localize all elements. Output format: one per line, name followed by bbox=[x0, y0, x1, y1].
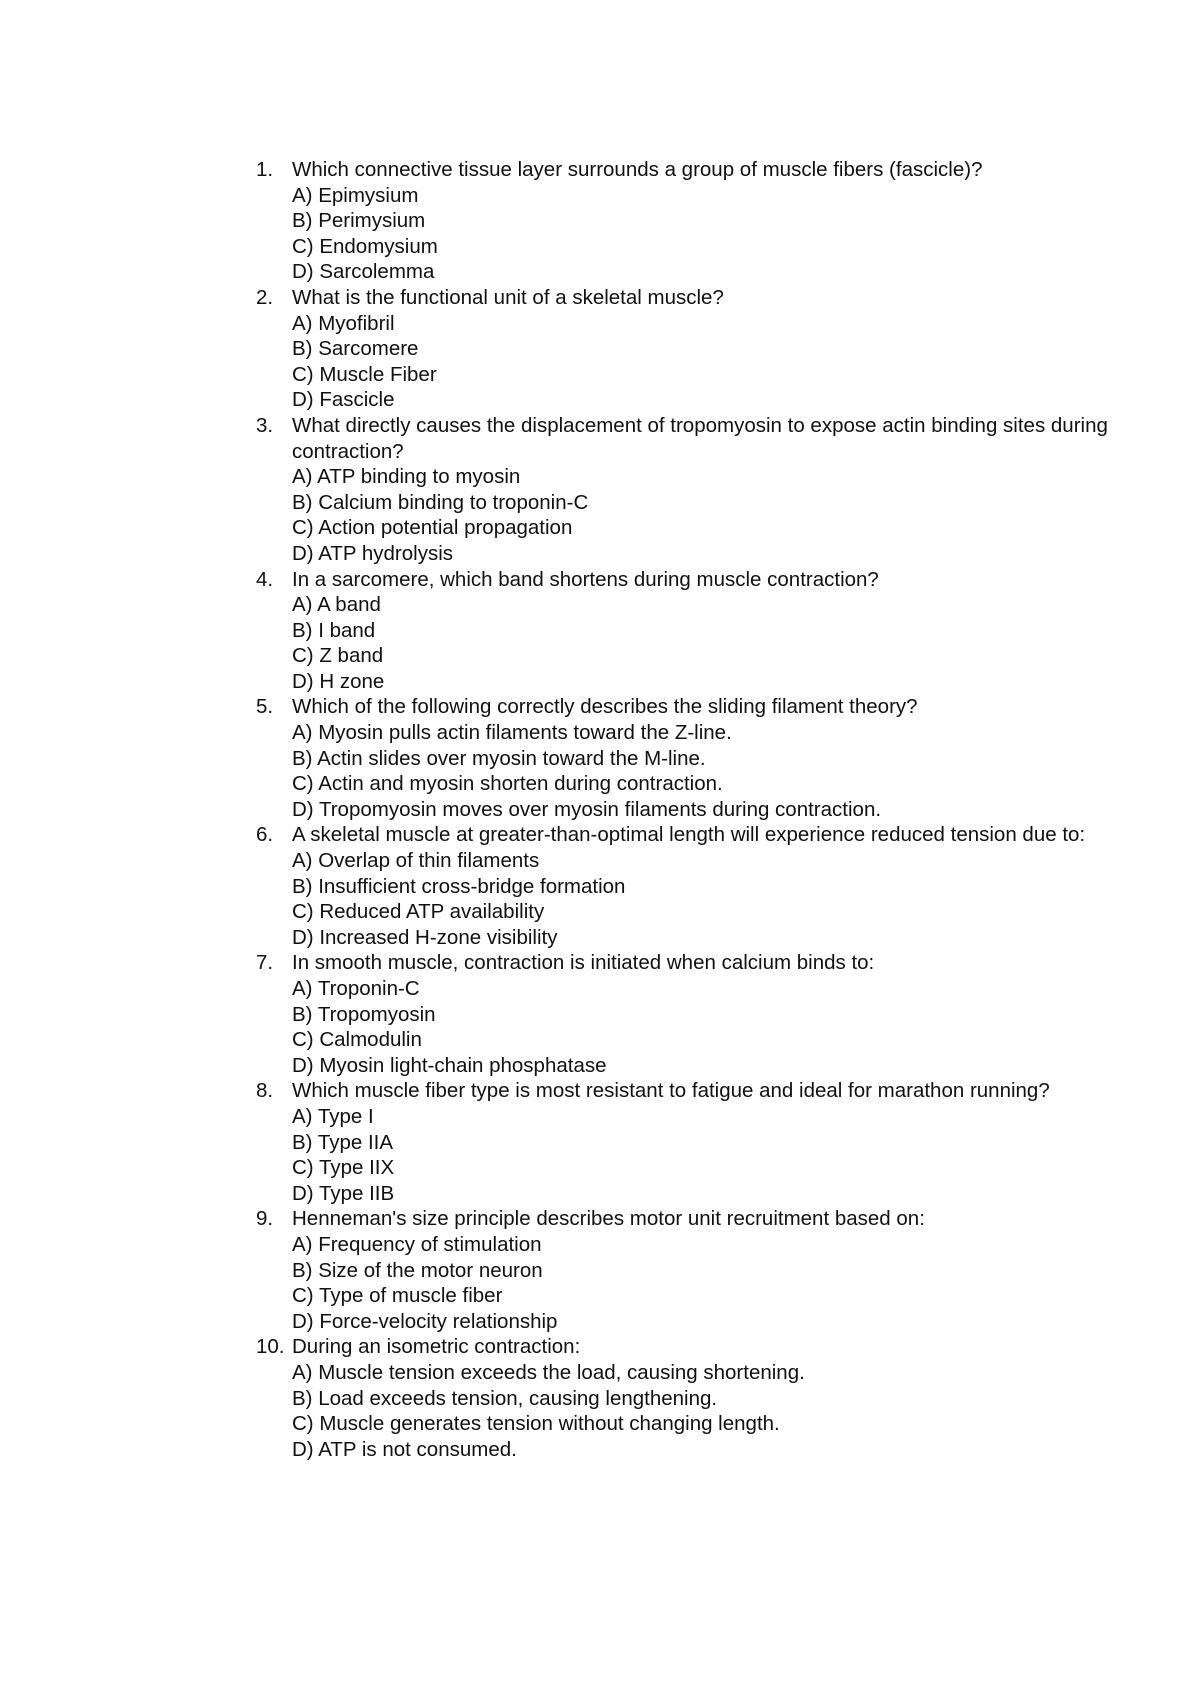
option-b: B) Type IIA bbox=[292, 1130, 394, 1154]
option-list bbox=[292, 976, 1116, 1078]
question-text: A skeletal muscle at greater-than-optimal length will experience reduced tension due to: bbox=[292, 823, 1086, 847]
question-number: 3. bbox=[256, 413, 274, 437]
question-item bbox=[256, 567, 1116, 695]
question-text: In smooth muscle, contraction is initiated when calcium binds to: bbox=[292, 951, 875, 975]
question-number: 7. bbox=[256, 951, 274, 975]
option-c: C) Reduced ATP availability bbox=[292, 900, 545, 924]
option-a: A) ATP binding to myosin bbox=[292, 465, 521, 489]
option-a: A) Epimysium bbox=[292, 183, 419, 207]
question-number: 5. bbox=[256, 695, 274, 719]
option-d: D) ATP hydrolysis bbox=[292, 541, 454, 565]
option-b: B) Size of the motor neuron bbox=[292, 1258, 543, 1282]
option-list bbox=[292, 311, 1116, 413]
option-c: C) Z band bbox=[292, 644, 384, 668]
question-text: What directly causes the displacement of tropomyosin to expose actin binding sites during contraction? bbox=[292, 413, 1108, 463]
option-b: B) Calcium binding to troponin-C bbox=[292, 490, 589, 514]
question-number: 2. bbox=[256, 285, 274, 309]
question-item bbox=[256, 694, 1116, 822]
question-text: What is the functional unit of a skeletal muscle? bbox=[292, 285, 724, 309]
option-d: D) Increased H-zone visibility bbox=[292, 925, 558, 949]
option-c: C) Actin and myosin shorten during contraction. bbox=[292, 772, 723, 796]
option-c: C) Type IIX bbox=[292, 1156, 395, 1180]
option-a: A) Troponin-C bbox=[292, 977, 420, 1000]
option-list bbox=[292, 1104, 1116, 1206]
option-b: B) Tropomyosin bbox=[292, 1002, 436, 1026]
option-d: D) Force-velocity relationship bbox=[292, 1309, 558, 1333]
question-text: Which connective tissue layer surrounds a group of muscle fibers (fascicle)? bbox=[292, 158, 983, 181]
option-d: D) H zone bbox=[292, 669, 385, 693]
option-c: C) Muscle generates tension without changing length. bbox=[292, 1412, 780, 1436]
option-b: B) Perimysium bbox=[292, 209, 426, 233]
option-b: B) Actin slides over myosin toward the M-line. bbox=[292, 746, 706, 770]
option-b: B) Insufficient cross-bridge formation bbox=[292, 874, 626, 898]
option-d: D) Fascicle bbox=[292, 388, 395, 412]
question-number: 9. bbox=[256, 1207, 274, 1231]
question-number: 10. bbox=[256, 1335, 285, 1359]
option-c: C) Muscle Fiber bbox=[292, 362, 437, 386]
question-item bbox=[256, 413, 1116, 567]
question-text: Which of the following correctly describes the sliding filament theory? bbox=[292, 695, 918, 719]
option-a: A) Myofibril bbox=[292, 311, 395, 335]
option-a: A) Myosin pulls actin filaments toward the Z-line. bbox=[292, 721, 732, 745]
question-text: During an isometric contraction: bbox=[292, 1335, 581, 1359]
option-d: D) Myosin light-chain phosphatase bbox=[292, 1053, 607, 1077]
option-c: C) Action potential propagation bbox=[292, 516, 573, 540]
question-text: Henneman's size principle describes motor unit recruitment based on: bbox=[292, 1207, 925, 1231]
question-item bbox=[256, 1078, 1116, 1206]
question-number: 1. bbox=[256, 158, 274, 181]
option-b: B) Load exceeds tension, causing lengthening. bbox=[292, 1386, 718, 1410]
option-c: C) Type of muscle fiber bbox=[292, 1284, 503, 1308]
question-item bbox=[256, 950, 1116, 1078]
option-a: A) Muscle tension exceeds the load, causing shortening. bbox=[292, 1360, 805, 1384]
question-number: 4. bbox=[256, 567, 274, 591]
option-b: B) Sarcomere bbox=[292, 337, 419, 361]
option-c: C) Calmodulin bbox=[292, 1028, 422, 1052]
question-list bbox=[256, 157, 1116, 1462]
question-item bbox=[256, 1206, 1116, 1334]
option-list bbox=[292, 592, 1116, 694]
option-a: A) A band bbox=[292, 593, 381, 617]
option-a: A) Frequency of stimulation bbox=[292, 1232, 542, 1256]
question-text: Which muscle fiber type is most resistant to fatigue and ideal for marathon running? bbox=[292, 1079, 1050, 1103]
option-list bbox=[292, 1360, 1116, 1462]
option-list bbox=[292, 464, 1116, 566]
question-number: 8. bbox=[256, 1079, 274, 1103]
option-d: D) Type IIB bbox=[292, 1181, 395, 1205]
option-list bbox=[292, 1232, 1116, 1334]
question-number: 6. bbox=[256, 823, 274, 847]
question-item bbox=[256, 822, 1116, 950]
question-item bbox=[256, 1334, 1116, 1462]
option-c: C) Endomysium bbox=[292, 234, 438, 258]
option-d: D) Sarcolemma bbox=[292, 260, 435, 284]
question-item bbox=[256, 285, 1116, 413]
option-list bbox=[292, 720, 1116, 822]
option-b: B) I band bbox=[292, 618, 376, 642]
option-d: D) ATP is not consumed. bbox=[292, 1437, 517, 1461]
option-list bbox=[292, 848, 1116, 950]
option-a: A) Type I bbox=[292, 1104, 374, 1128]
option-a: A) Overlap of thin filaments bbox=[292, 849, 540, 873]
option-d: D) Tropomyosin moves over myosin filaments during contraction. bbox=[292, 797, 882, 821]
option-list bbox=[292, 183, 1116, 285]
question-text: In a sarcomere, which band shortens during muscle contraction? bbox=[292, 567, 879, 591]
question-item bbox=[256, 157, 1116, 285]
